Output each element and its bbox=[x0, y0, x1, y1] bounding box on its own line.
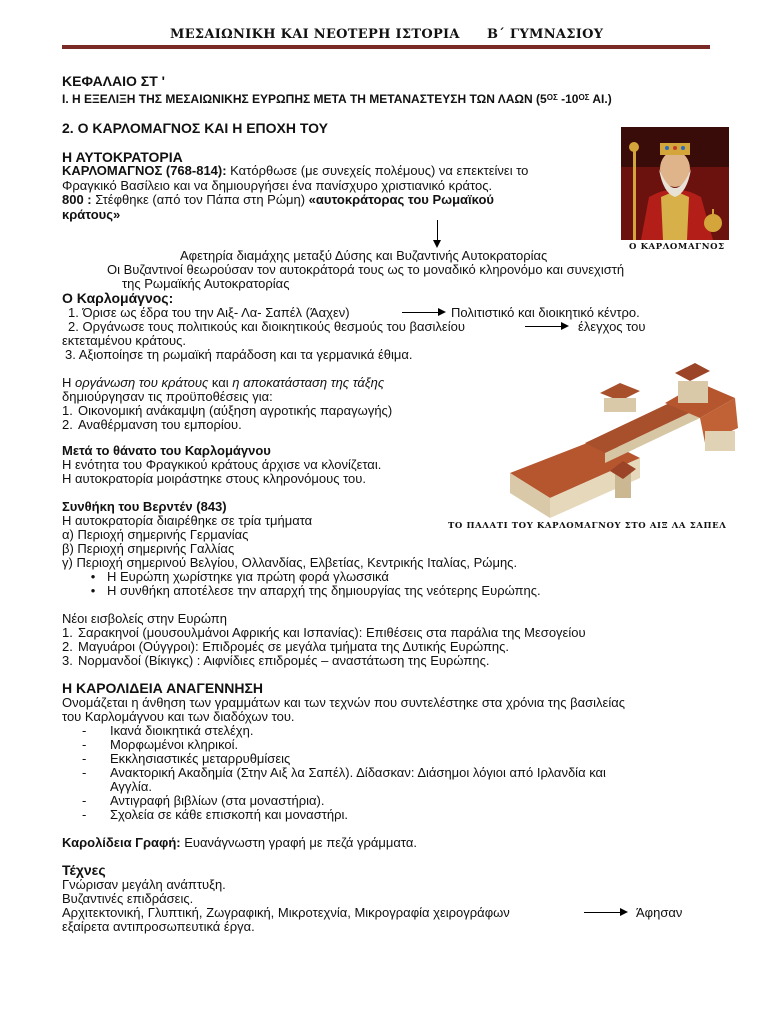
renaissance-line-1: Ονομάζεται η άνθηση των γραμμάτων και των τεχνών που συντελέστηκε στα χρόνια της βασιλείας bbox=[62, 695, 626, 710]
renaissance-item-4: - Ανακτορική Ακαδημία (Στην Αιξ λα Σαπέλ). Δίδασκαν: Διάσημοι λόγιοι από Ιρλανδία και bbox=[82, 765, 606, 780]
verdun-bullet-2: • Η συνθήκη αποτέλεσε την απαρχή της δημιουργίας της νεότερης Ευρώπης. bbox=[90, 583, 541, 598]
invaders-item-1: 1. Σαρακηνοί (μουσουλμάνοι Αφρικής και Ισπανίας): Επιθέσεις στα παράλια της Μεσογείου bbox=[62, 625, 586, 640]
class-label: Β΄ ΓΥΜΝΑΣΙΟΥ bbox=[487, 27, 604, 42]
byzantine-view-line-1: Οι Βυζαντινοί θεωρούσαν τον αυτοκράτορά τους ως το μοναδικό κληρονόμο και συνεχιστή bbox=[107, 262, 625, 277]
invaders-heading: Νέοι εισβολείς στην Ευρώπη bbox=[62, 611, 227, 626]
arrow-2-line bbox=[525, 326, 563, 327]
verdun-bullet-1: • Η Ευρώπη χωρίστηκε για πρώτη φορά γλωσσικά bbox=[90, 569, 389, 584]
organization-item-2: 2. Αναθέρμανση του εμπορίου. bbox=[62, 417, 242, 432]
down-arrow-line bbox=[437, 220, 438, 242]
arts-line-2: Βυζαντινές επιδράσεις. bbox=[62, 891, 194, 906]
down-arrow-icon bbox=[433, 240, 441, 248]
after-death-heading: Μετά το θάνατο του Καρλομάγνου bbox=[62, 443, 271, 458]
section-title: 2. Ο ΚΑΡΛΟΜΑΓΝΟΣ ΚΑΙ Η ΕΠΟΧΗ ΤΟΥ bbox=[62, 120, 329, 136]
charlemagne-item-1-result: Πολιτιστικό και διοικητικό κέντρο. bbox=[451, 305, 640, 320]
invaders-item-3: 3. Νορμανδοί (Βίκιγκς) : Αιφνίδιες επιδρομές – αναστάτωση της Ευρώπης. bbox=[62, 653, 490, 668]
verdun-item-c: γ) Περιοχή σημερινού Βελγίου, Ολλανδίας, Ελβετίας, Κεντρικής Ιταλίας, Ρώμης. bbox=[62, 555, 518, 570]
palace-illustration bbox=[500, 343, 740, 518]
charlemagne-item-3: 3. Αξιοποίησε τη ρωμαϊκή παράδοση και τα γερμανικά έθιμα. bbox=[65, 347, 413, 362]
empire-line-1: ΚΑΡΛΟΜΑΓΝΟΣ (768-814): Κατόρθωσε (με συνεχείς πολέμους) να επεκτείνει το bbox=[62, 163, 529, 178]
carolingian-script: Καρολίδεια Γραφή: Ευανάγνωστη γραφή με πεζά γράμματα. bbox=[62, 835, 417, 850]
renaissance-item-6: - Σχολεία σε κάθε επισκοπή και μοναστήρι. bbox=[82, 807, 348, 822]
arrow-1-line bbox=[402, 312, 440, 313]
palace-image bbox=[500, 343, 740, 518]
empire-heading: Η ΑΥΤΟΚΡΑΤΟΡΙΑ bbox=[62, 149, 183, 165]
arrow-right-icon bbox=[620, 908, 628, 916]
unit-title: Ι. Η ΕΞΕΛΙΞΗ ΤΗΣ ΜΕΣΑΙΩΝΙΚΗΣ ΕΥΡΩΠΗΣ ΜΕΤΑ ΤΗ ΜΕΤΑΝΑΣΤΕΥΣΗ ΤΩΝ ΛΑΩΝ ($5^{O\Sigma}$ $-10^{O\Sigma}$ ΑΙ.) bbox=[62, 92, 612, 106]
organization-line-2: δημιούργησαν τις προϋποθέσεις για: bbox=[62, 389, 273, 404]
arrow-3-line bbox=[584, 912, 622, 913]
charlemagne-item-1: 1. Όρισε ως έδρα του την Αιξ- Λα- Σαπέλ (Άαχεν) bbox=[68, 305, 350, 320]
charlemagne-portrait bbox=[621, 127, 729, 240]
charlemagne-item-2-cont: εκτεταμένου κράτους. bbox=[62, 333, 187, 348]
after-death-line-2: Η αυτοκρατορία μοιράστηκε στους κληρονόμους του. bbox=[62, 471, 367, 486]
renaissance-heading: Η ΚΑΡΟΛΙΔΕΙΑ ΑΝΑΓΕΝΝΗΣΗ bbox=[62, 680, 263, 696]
empire-line-3: 800 : Στέφθηκε (από τον Πάπα στη Ρώμη) «αυτοκράτορας του Ρωμαϊκού bbox=[62, 192, 494, 207]
header-rule bbox=[62, 45, 710, 49]
arts-line-3: Αρχιτεκτονική, Γλυπτική, Ζωγραφική, Μικροτεχνία, Μικρογραφία χειρογράφων bbox=[62, 905, 510, 920]
arts-heading: Τέχνες bbox=[62, 862, 106, 878]
renaissance-item-5: - Αντιγραφή βιβλίων (στα μοναστήρια). bbox=[82, 793, 325, 808]
arrow-right-icon bbox=[561, 322, 569, 330]
charlemagne-heading: Ο Καρλομάγνος: bbox=[62, 290, 174, 306]
chapter-title: ΚΕΦΑΛΑΙΟ ΣΤ ' bbox=[62, 73, 165, 89]
organization-item-1: 1. Οικονομική ανάκαμψη (αύξηση αγροτικής παραγωγής) bbox=[62, 403, 393, 418]
arrow-right-icon bbox=[438, 308, 446, 316]
portrait-illustration bbox=[621, 127, 729, 240]
byzantine-view-line-2: της Ρωμαϊκής Αυτοκρατορίας bbox=[122, 276, 290, 291]
arts-line-3-result: Άφησαν bbox=[636, 905, 683, 920]
dispute-start-text: Αφετηρία διαμάχης μεταξύ Δύσης και Βυζαντινής Αυτοκρατορίας bbox=[180, 248, 548, 263]
renaissance-item-2: - Μορφωμένοι κληρικοί. bbox=[82, 737, 239, 752]
after-death-line-1: Η ενότητα του Φραγκικού κράτους άρχισε να κλονίζεται. bbox=[62, 457, 382, 472]
verdun-item-a: α) Περιοχή σημερινής Γερμανίας bbox=[62, 527, 249, 542]
arts-line-4: εξαίρετα αντιπροσωπευτικά έργα. bbox=[62, 919, 255, 934]
empire-line-4: κράτους» bbox=[62, 207, 121, 222]
arts-line-1: Γνώρισαν μεγάλη ανάπτυξη. bbox=[62, 877, 226, 892]
palace-caption: ΤΟ ΠΑΛΑΤΙ ΤΟΥ ΚΑΡΛΟΜΑΓΝΟΥ ΣΤΟ ΑΙΞ ΛΑ ΣΑΠΕΛ bbox=[448, 521, 727, 531]
verdun-item-b: β) Περιοχή σημερινής Γαλλίας bbox=[62, 541, 235, 556]
invaders-item-2: 2. Μαγυάροι (Ούγγροι): Επιδρομές σε μεγάλα τμήματα της Δυτικής Ευρώπης. bbox=[62, 639, 510, 654]
charlemagne-item-2: 2. Οργάνωσε τους πολιτικούς και διοικητικούς θεσμούς του βασιλείου bbox=[68, 319, 465, 334]
renaissance-item-4-cont: Αγγλία. bbox=[110, 779, 152, 794]
organization-line-1: Η οργάνωση του κράτους και η αποκατάσταση της τάξης bbox=[62, 375, 385, 390]
empire-line-2: Φραγκικό Βασίλειο και να δημιουργήσει ένα πανίσχυρο χριστιανικό κράτος. bbox=[62, 178, 493, 193]
document-title: ΜΕΣΑΙΩΝΙΚΗ ΚΑΙ ΝΕΟΤΕΡΗ ΙΣΤΟΡΙΑ bbox=[170, 27, 460, 42]
verdun-line-1: Η αυτοκρατορία διαιρέθηκε σε τρία τμήματα bbox=[62, 513, 313, 528]
charlemagne-item-2-result: έλεγχος του bbox=[578, 319, 646, 334]
renaissance-line-2: του Καρλομάγνου και των διαδόχων του. bbox=[62, 709, 295, 724]
verdun-heading: Συνθήκη του Βερντέν (843) bbox=[62, 499, 227, 514]
renaissance-item-3: - Εκκλησιαστικές μεταρρυθμίσεις bbox=[82, 751, 291, 766]
portrait-caption: Ο ΚΑΡΛΟΜΑΓΝΟΣ bbox=[629, 242, 725, 252]
renaissance-item-1: - Ικανά διοικητικά στελέχη. bbox=[82, 723, 254, 738]
